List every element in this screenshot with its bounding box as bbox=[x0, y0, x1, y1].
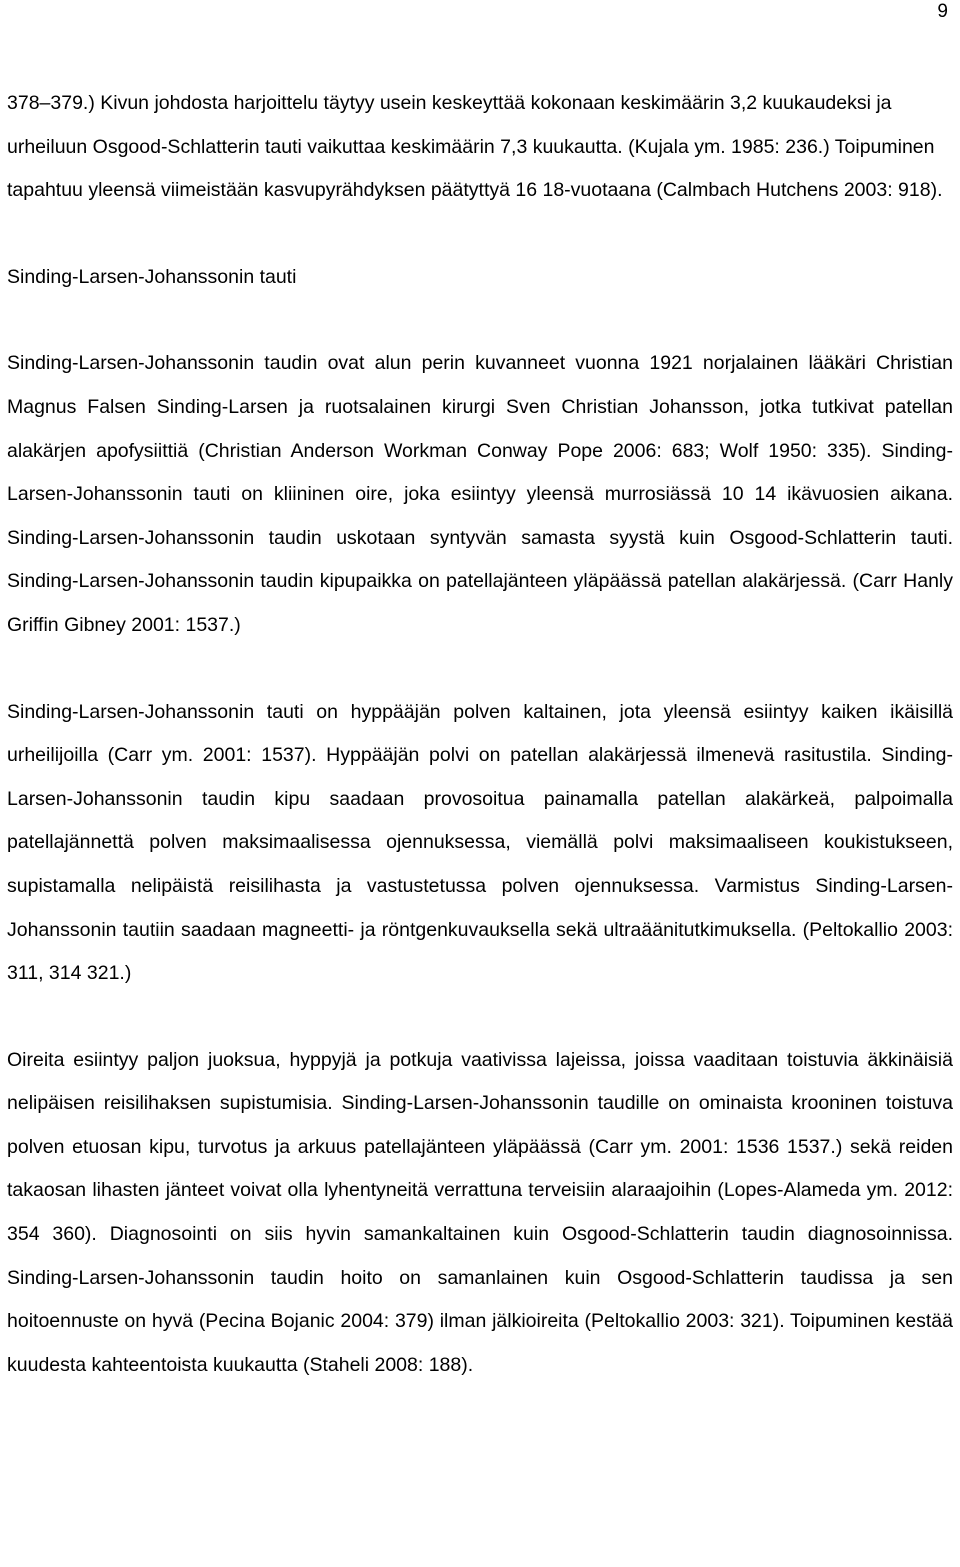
paragraph-2: Sinding-Larsen-Johanssonin tauti on hyppääjän polven kaltainen, jota yleensä esiintyy kaiken ikäisillä urheilijoilla (Carr ym. 2001: 1537). Hyppääjän polvi on patellan alakärjessä ilmenevä rasitustila. Sinding-Larsen-Johanssonin taudin kipu saadaan provosoitua painamalla patellan alakärkeä, palpoimalla patellajännettä polven maksimaalisessa ojennuksessa, viemällä polvi maksimaaliseen koukistukseen, supistamalla nelipäistä reisilihasta ja vastustetussa polven ojennuksessa. Varmistus Sinding-Larsen-Johanssonin tautiin saadaan magneetti- ja röntgenkuvauksella sekä ultraäänitutkimuksella. (Peltokallio 2003: 311, 314 321.) bbox=[7, 700, 953, 985]
intro-paragraph: 378–379.) Kivun johdosta harjoittelu täytyy usein keskeyttää kokonaan keskimäärin 3,2 kuukaudeksi ja urheiluun Osgood-Schlatterin tauti vaikuttaa keskimäärin 7,3 kuukautta. (Kujala ym. 1985: 236.) Toipuminen tapahtuu yleensä viimeistään kasvupyrähdyksen päätyttyä 16 18-vuotaana (Calmbach Hutchens 2003: 918). bbox=[7, 92, 943, 202]
paragraph-3: Oireita esiintyy paljon juoksua, hyppyjä ja potkuja vaativissa lajeissa, joissa vaaditaan toistuvia äkkinäisiä nelipäisen reisilihaksen supistumisia. Sinding-Larsen-Johanssonin taudille on ominaista krooninen toistuva polven etuosan kipu, turvotus ja arkuus patellajänteen yläpäässä (Carr ym. 2001: 1536 1537.) sekä reiden takaosan lihasten jänteet voivat olla lyhentyneitä verrattuna terveisiin alaraajoihin (Lopes-Alameda ym. 2012: 354 360). Diagnosointi on siis hyvin samankaltainen kuin Osgood-Schlatterin taudin diagnosoinnissa. Sinding-Larsen-Johanssonin taudin hoito on samanlainen kuin Osgood-Schlatterin taudissa ja sen hoitoennuste on hyvä (Pecina Bojanic 2004: 379) ilman jälkioireita (Peltokallio 2003: 321). Toipuminen kestää kuudesta kahteentoista kuukautta (Staheli 2008: 188). bbox=[7, 1048, 953, 1376]
section-heading: Sinding-Larsen-Johanssonin tauti bbox=[7, 265, 297, 288]
paragraph-1: Sinding-Larsen-Johanssonin taudin ovat alun perin kuvanneet vuonna 1921 norjalainen lääkäri Christian Magnus Falsen Sinding-Larsen ja ruotsalainen kirurgi Sven Christian Johansson, jotka tutkivat patellan alakärjen apofysiittiä (Christian Anderson Workman Conway Pope 2006: 683; Wolf 1950: 335). Sinding-Larsen-Johanssonin tauti on kliininen oire, joka esiintyy yleensä murrosiässä 10 14 ikävuosien aikana. Sinding-Larsen-Johanssonin taudin uskotaan syntyvän samasta syystä kuin Osgood-Schlatterin tauti. Sinding-Larsen-Johanssonin taudin kipupaikka on patellajänteen yläpäässä patellan alakärjessä. (Carr Hanly Griffin Gibney 2001: 1537.) bbox=[7, 352, 953, 636]
page-number: 9 bbox=[937, 1, 948, 22]
document-body bbox=[7, 82, 953, 1387]
spacer bbox=[7, 299, 953, 342]
spacer bbox=[7, 213, 953, 256]
spacer bbox=[7, 996, 953, 1039]
spacer bbox=[7, 648, 953, 691]
